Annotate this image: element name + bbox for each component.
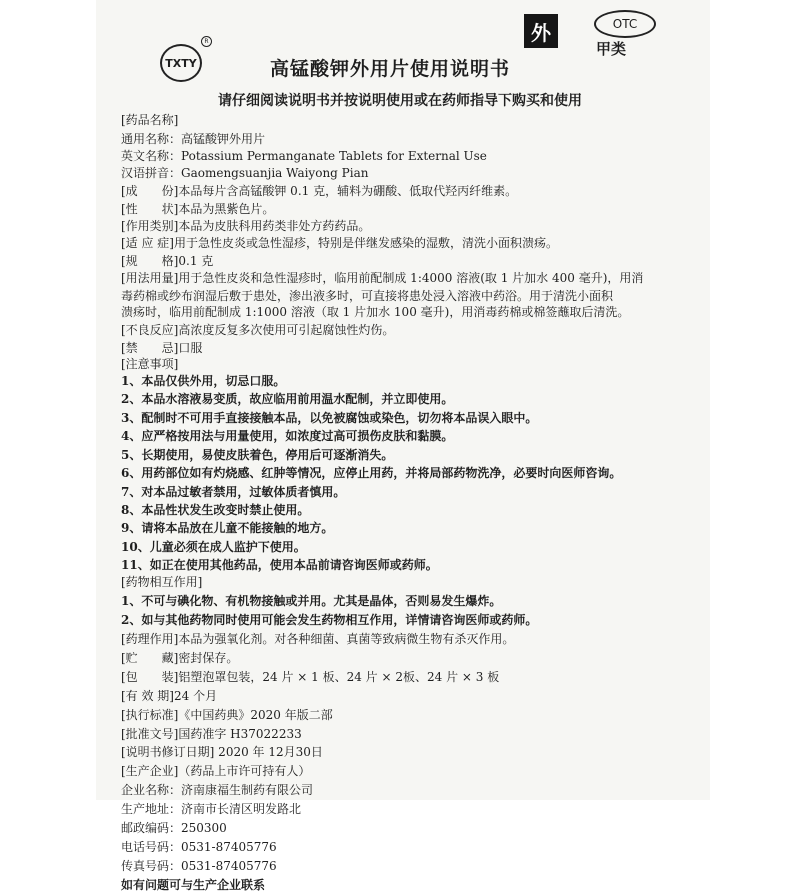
body-line: [药品名称] [121, 113, 179, 127]
body-line: 2、如与其他药物同时使用可能会发生药物相互作用，详情请咨询医师或药师。 [121, 613, 538, 627]
body-line: 英文名称：Potassium Permanganate Tablets for External Use [121, 149, 487, 163]
body-line: 10、儿童必须在成人监护下使用。 [121, 540, 306, 554]
otc-badge: OTC [594, 10, 656, 38]
body-line: 3、配制时不可用手直接接触本品，以免被腐蚀或染色，切勿将本品误入眼中。 [121, 411, 538, 425]
body-line: 1、本品仅供外用，切忌口服。 [121, 374, 286, 388]
body-line: [药理作用]本品为强氧化剂。对各种细菌、真菌等致病微生物有杀灭作用。 [121, 632, 515, 646]
body-line: 2、本品水溶液易变质，故应临用前用温水配制，并立即使用。 [121, 392, 454, 406]
body-line: 通用名称：高锰酸钾外用片 [121, 132, 266, 146]
otc-category: 甲类 [596, 40, 627, 58]
body-line: [批准文号]国药准字 H37022233 [121, 727, 302, 741]
body-line: 企业名称：济南康福生制药有限公司 [121, 783, 314, 797]
usage-warning: 请仔细阅读说明书并按说明使用或在药师指导下购买和使用 [218, 93, 582, 109]
body-line: 4、应严格按用法与用量使用，如浓度过高可损伤皮肤和黏膜。 [121, 429, 454, 443]
body-line: 6、用药部位如有灼烧感、红肿等情况，应停止用药，并将局部药物洗净，必要时向医师咨询。 [121, 466, 622, 480]
company-logo [160, 44, 202, 82]
body-line: [贮 藏]密封保存。 [121, 651, 239, 665]
body-line: [用法用量]用于急性皮炎和急性湿疹时，临用前配制成 1:4000 溶液(取 1 片加水 400 毫升)，用消 [121, 271, 644, 285]
body-line: 溃疡时，临用前配制成 1:1000 溶液（取 1 片加水 100 毫升)，用消毒药棉或棉签蘸取后清洗。 [121, 305, 630, 319]
body-line: 9、请将本品放在儿童不能接触的地方。 [121, 521, 334, 535]
body-line: 如有问题可与生产企业联系 [121, 878, 266, 892]
body-line: [不良反应]高浓度反复多次使用可引起腐蚀性灼伤。 [121, 323, 395, 337]
body-line: 传真号码：0531-87405776 [121, 859, 277, 873]
body-line: 生产地址：济南市长清区明发路北 [121, 802, 302, 816]
body-line: [有 效 期]24 个月 [121, 689, 218, 703]
body-line: [性 状]本品为黑紫色片。 [121, 202, 275, 216]
body-line: 邮政编码：250300 [121, 821, 227, 835]
body-line: [药物相互作用] [121, 575, 203, 589]
body-line: [生产企业]（药品上市许可持有人） [121, 764, 311, 778]
body-line: 毒药棉或纱布润湿后敷于患处，渗出液多时，可直接将患处浸入溶液中药浴。用于清洗小面积 [121, 289, 614, 303]
body-line: [规 格]0.1 克 [121, 254, 214, 268]
body-line: [包 装]铝塑泡罩包装，24 片 × 1 板、24 片 × 2板、24 片 × 3 板 [121, 670, 500, 684]
body-line: 电话号码：0531-87405776 [121, 840, 277, 854]
body-line: [说明书修订日期] 2020 年 12月30日 [121, 745, 323, 759]
document-title: 高锰酸钾外用片使用说明书 [270, 58, 511, 80]
body-line: [禁 忌]口服 [121, 341, 203, 355]
logo-text: TXTY [165, 56, 197, 70]
body-line: [适 应 症]用于急性皮炎或急性湿疹，特别是伴继发感染的湿敷，清洗小面积溃疡。 [121, 236, 558, 250]
body-line: [执行标准]《中国药典》2020 年版二部 [121, 708, 333, 722]
body-line: 7、对本品过敏者禁用，过敏体质者慎用。 [121, 485, 346, 499]
body-line: [注意事项] [121, 357, 179, 371]
external-use-badge: 外 [524, 14, 558, 48]
body-line: 1、不可与碘化物、有机物接触或并用。尤其是晶体，否则易发生爆炸。 [121, 594, 502, 608]
body-line: 5、长期使用，易使皮肤着色，停用后可逐渐消失。 [121, 448, 394, 462]
body-line: 汉语拼音：Gaomengsuanjia Waiyong Pian [121, 166, 369, 180]
body-line: 11、如正在使用其他药品，使用本品前请咨询医师或药师。 [121, 558, 438, 572]
body-line: [成 份]本品每片含高锰酸钾 0.1 克，辅料为硼酸、低取代羟丙纤维素。 [121, 184, 518, 198]
body-line: 8、本品性状发生改变时禁止使用。 [121, 503, 310, 517]
registered-mark-icon: R [201, 36, 212, 47]
body-line: [作用类别]本品为皮肤科用药类非处方药药品。 [121, 219, 371, 233]
